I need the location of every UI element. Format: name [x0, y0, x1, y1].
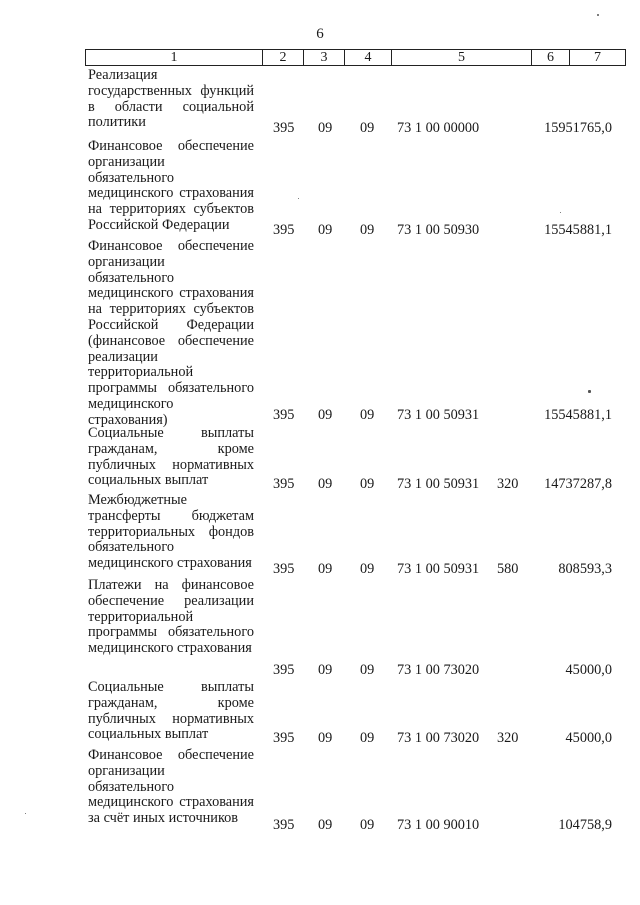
- row-4-col-6: 320: [497, 476, 519, 492]
- header-col-3: 3: [304, 50, 345, 65]
- row-6-col-5: 73 1 00 73020: [397, 662, 480, 678]
- row-2-col-2: 395: [273, 222, 295, 238]
- row-2-col-3: 09: [318, 222, 333, 238]
- row-7-col-5: 73 1 00 73020: [397, 730, 480, 746]
- row-1-col-5: 73 1 00 00000: [397, 120, 480, 136]
- row-6-col-2: 395: [273, 662, 295, 678]
- scan-speck: [25, 813, 26, 814]
- row-4-col-7: 14737287,8: [544, 476, 612, 492]
- row-7-col-2: 395: [273, 730, 295, 746]
- row-5-col-4: 09: [360, 561, 375, 577]
- row-1-col-3: 09: [318, 120, 333, 136]
- row-1-description: Реализация государственных функций в области социальной политики: [88, 67, 254, 131]
- row-2-col-4: 09: [360, 222, 375, 238]
- row-4-col-5: 73 1 00 50931: [397, 476, 480, 492]
- row-3-col-4: 09: [360, 407, 375, 423]
- scan-speck: [597, 14, 599, 16]
- row-8-col-7: 104758,9: [558, 817, 612, 833]
- row-5-col-6: 580: [497, 561, 519, 577]
- row-6-col-4: 09: [360, 662, 375, 678]
- header-col-5: 5: [392, 50, 532, 65]
- scan-speck: [560, 212, 561, 213]
- row-5-col-3: 09: [318, 561, 333, 577]
- row-6-description: Платежи на финансовое обеспечение реализации территориальной программы обязательного медицинского страхования: [88, 577, 254, 657]
- row-4-col-4: 09: [360, 476, 375, 492]
- row-5-col-2: 395: [273, 561, 295, 577]
- row-4-col-2: 395: [273, 476, 295, 492]
- row-1-col-7: 15951765,0: [544, 120, 612, 136]
- row-4-col-3: 09: [318, 476, 333, 492]
- row-7-col-7: 45000,0: [565, 730, 612, 746]
- header-col-6: 6: [532, 50, 570, 65]
- table-header: [85, 49, 626, 66]
- header-col-2: 2: [263, 50, 304, 65]
- row-3-col-5: 73 1 00 50931: [397, 407, 480, 423]
- row-2-col-5: 73 1 00 50930: [397, 222, 480, 238]
- row-1-col-2: 395: [273, 120, 295, 136]
- row-8-description: Финансовое обеспечение организации обязательного медицинского страхования за счёт иных источников: [88, 747, 254, 827]
- header-col-1: 1: [86, 50, 263, 65]
- page-number: 6: [316, 26, 324, 42]
- header-col-7: 7: [594, 50, 601, 65]
- row-3-col-3: 09: [318, 407, 333, 423]
- row-7-col-3: 09: [318, 730, 333, 746]
- scan-speck: [298, 198, 299, 199]
- row-6-col-3: 09: [318, 662, 333, 678]
- row-1-col-4: 09: [360, 120, 375, 136]
- row-2-description: Финансовое обеспечение организации обязательного медицинского страхования на территориях субъектов Российской Федерации: [88, 138, 254, 233]
- row-5-col-7: 808593,3: [558, 561, 612, 577]
- header-col-4: 4: [345, 50, 392, 65]
- row-3-description: Финансовое обеспечение организации обязательного медицинского страхования на территориях субъектов Российской Федерации (финансовое обеспечение реализации территориальной программы обязательного медицинского страхования): [88, 238, 254, 428]
- row-8-col-5: 73 1 00 90010: [397, 817, 480, 833]
- row-5-description: Межбюджетные трансферты бюджетам территориальных фондов обязательного медицинского страхования: [88, 492, 254, 572]
- row-3-col-7: 15545881,1: [544, 407, 612, 423]
- row-7-description: Социальные выплаты гражданам, кроме публичных нормативных социальных выплат: [88, 679, 254, 743]
- row-4-description: Социальные выплаты гражданам, кроме публичных нормативных социальных выплат: [88, 425, 254, 489]
- row-7-col-4: 09: [360, 730, 375, 746]
- row-2-col-7: 15545881,1: [544, 222, 612, 238]
- row-6-col-7: 45000,0: [565, 662, 612, 678]
- row-5-col-5: 73 1 00 50931: [397, 561, 480, 577]
- scan-speck: [588, 390, 591, 393]
- row-8-col-2: 395: [273, 817, 295, 833]
- row-3-col-2: 395: [273, 407, 295, 423]
- row-8-col-4: 09: [360, 817, 375, 833]
- row-8-col-3: 09: [318, 817, 333, 833]
- row-7-col-6: 320: [497, 730, 519, 746]
